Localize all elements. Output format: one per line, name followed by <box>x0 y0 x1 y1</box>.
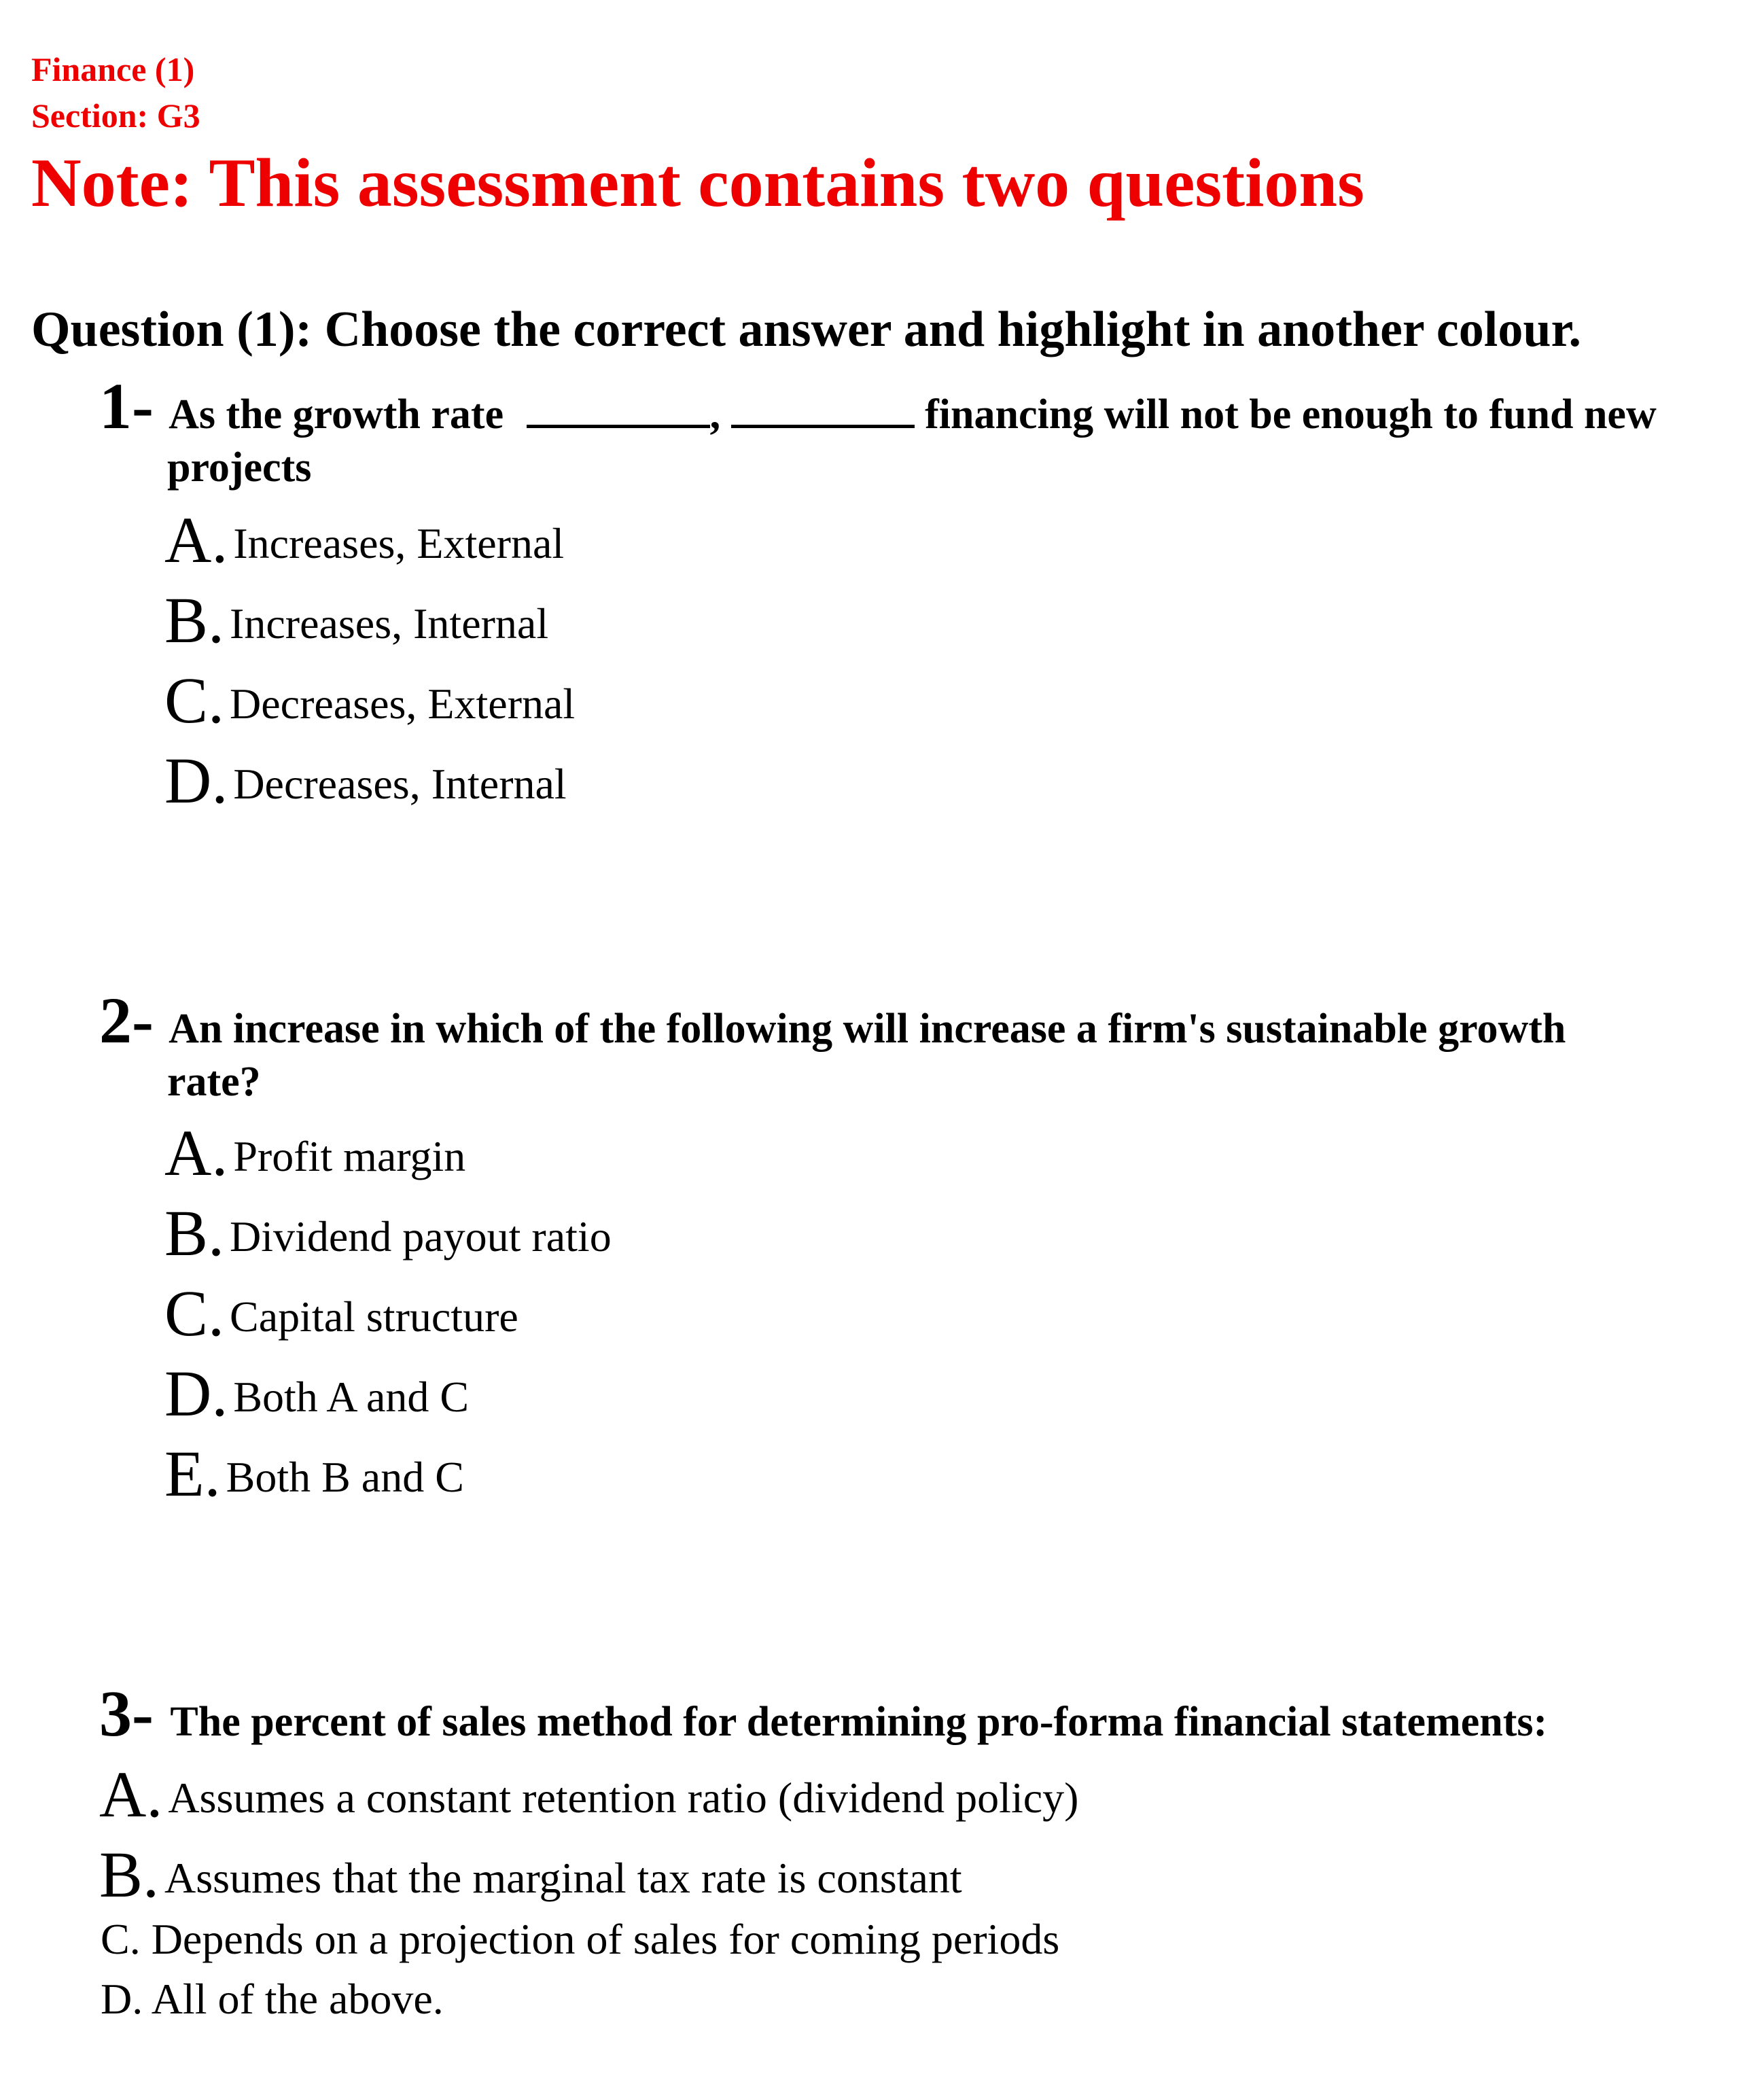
item-1-stem <box>99 370 1657 443</box>
item-3-option-d: D. All of the above. <box>101 1975 444 2023</box>
item-1-option-c: C. Decreases, External <box>164 664 576 737</box>
item-2-option-c: C. Capital structure <box>164 1277 518 1350</box>
item-2-stem-continuation: rate? <box>167 1059 261 1105</box>
item-1-comma: , <box>709 391 721 438</box>
item-2-number: 2- <box>99 984 154 1057</box>
item-3-option-a: A. Assumes a constant retention ratio (dividend policy) <box>99 1758 1079 1831</box>
item-1-option-d: D. Decreases, Internal <box>164 744 567 817</box>
item-3-option-b: B. Assumes that the marginal tax rate is constant <box>99 1838 962 1911</box>
item-2-option-b: B. Dividend payout ratio <box>164 1197 612 1269</box>
assessment-note: Note: This assessment contains two questions <box>31 145 1364 222</box>
course-title: Finance (1) <box>31 50 195 88</box>
item-2-stem: 2- An increase in which of the following will increase a firm's sustainable growth <box>99 984 1566 1057</box>
item-1-option-b: B. Increases, Internal <box>164 584 549 656</box>
item-2-option-e: E. Both B and C <box>164 1437 464 1510</box>
item-1-stem-continuation: projects <box>167 444 312 491</box>
item-1-blank-2 <box>731 384 915 428</box>
item-3-stem: 3- The percent of sales method for determining pro-forma financial statements: <box>99 1677 1548 1750</box>
question-1-heading: Question (1): Choose the correct answer and highlight in another colour. <box>31 302 1582 357</box>
item-1-stem-after: financing will not be enough to fund new <box>925 391 1657 438</box>
item-3-option-c: C. Depends on a projection of sales for coming periods <box>101 1915 1060 1963</box>
item-1-option-a: A. Increases, External <box>164 504 565 576</box>
item-1-blank-1 <box>527 384 710 428</box>
section-label: Section: G3 <box>31 96 200 135</box>
item-2-option-a: A. Profit margin <box>164 1116 466 1189</box>
item-1-stem-before: As the growth rate <box>169 391 504 438</box>
item-2-option-d: D. Both A and C <box>164 1357 470 1430</box>
item-3-number: 3- <box>99 1677 154 1750</box>
item-1-number: 1- <box>99 370 154 442</box>
